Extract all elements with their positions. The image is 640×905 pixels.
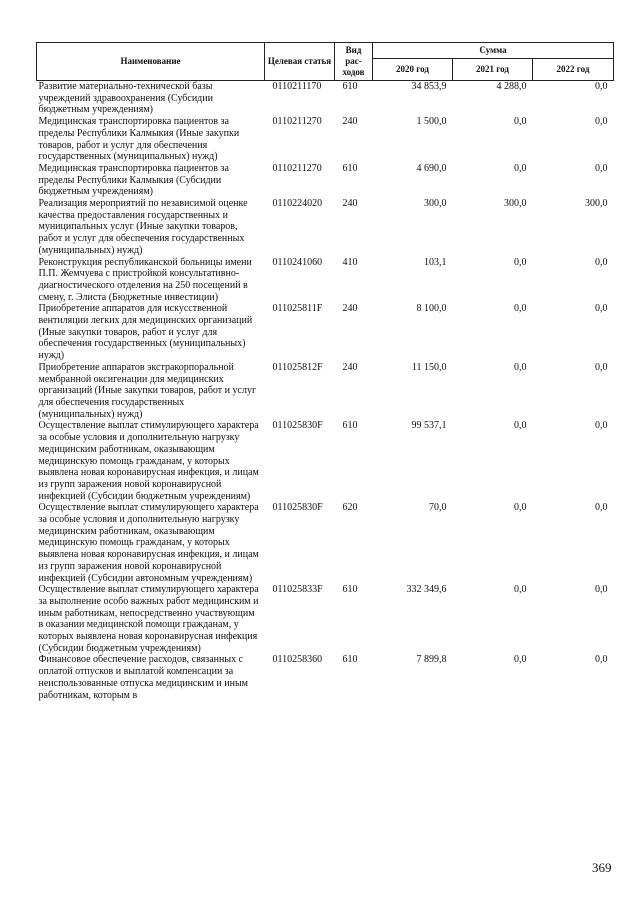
row-article-cell: 011025811F xyxy=(272,303,323,315)
row-name-cell: Приобретение аппаратов экстракорпоральной мембранной оксигенации для медицинских организаций (Иные закупки товаров, работ и услуг для обеспечения государственных (муниципальных) нужд) xyxy=(38,361,257,420)
table-row xyxy=(37,303,614,362)
header-year-2020: 2020 год xyxy=(373,59,453,81)
row-sum-2021-cell: 0,0 xyxy=(514,256,527,268)
row-sum-2022-cell: 0,0 xyxy=(595,81,608,92)
row-sum-2022-cell: 0,0 xyxy=(595,420,608,432)
row-name-cell: Медицинская транспортировка пациентов за пределы Республики Калмыкия (Иные закупки товаров, работ и услуг для обеспечения государственных (муниципальных) нужд) xyxy=(38,116,240,163)
row-sum-2020-cell: 332 349,6 xyxy=(406,584,447,596)
row-name-cell: Осуществление выплат стимулирующего характера за особые условия и дополнительную нагрузку медицинским работникам, оказывающим медицинскую помощь гражданам, у которых выявлена новая коронавирусная инфекция, и лицам из групп заражения новой коронавирусной инфекцией (Субсидии бюджетным учреждениям) xyxy=(38,420,259,502)
row-sum-2020-cell: 300,0 xyxy=(424,198,447,210)
table-row xyxy=(37,502,614,584)
header-expense-type: Вид рас-ходов xyxy=(335,43,373,81)
table-row xyxy=(37,81,614,117)
row-sum-2021-cell: 0,0 xyxy=(514,420,527,432)
row-sum-2022-cell: 0,0 xyxy=(595,584,608,596)
row-article-cell: 0110224020 xyxy=(272,198,323,210)
row-sum-2022-cell: 0,0 xyxy=(595,162,608,174)
row-sum-2020-cell: 8 100,0 xyxy=(416,303,447,315)
table-row xyxy=(37,362,614,421)
row-expense-type-cell: 410 xyxy=(342,256,358,268)
row-sum-2021-cell: 0,0 xyxy=(514,116,527,128)
row-article-cell: 0110211270 xyxy=(272,116,322,128)
row-sum-2022-cell: 0,0 xyxy=(595,654,608,666)
row-sum-2022-cell: 0,0 xyxy=(595,256,608,268)
table-body xyxy=(37,81,614,702)
row-name-cell: Осуществление выплат стимулирующего характера за выполнение особо важных работ медицинским и иным работникам, непосредственно участвующим в оказании медицинской помощи гражданам, у которых выявлена новая коронавирусная инфекция (Субсидии бюджетным учреждениям) xyxy=(38,584,259,654)
header-year-2021: 2021 год xyxy=(453,59,533,81)
row-sum-2020-cell: 7 899,8 xyxy=(416,654,447,666)
table-row xyxy=(37,198,614,257)
row-sum-2021-cell: 0,0 xyxy=(514,654,527,666)
row-name-cell: Медицинская транспортировка пациентов за пределы Республики Калмыкия (Субсидии бюджетным учреждениям) xyxy=(38,162,229,198)
row-sum-2022-cell: 0,0 xyxy=(595,303,608,315)
header-article: Целевая статья xyxy=(265,43,335,81)
row-expense-type-cell: 240 xyxy=(342,303,358,315)
row-sum-2021-cell: 0,0 xyxy=(514,162,527,174)
row-expense-type-cell: 610 xyxy=(342,420,358,432)
header-year-2022: 2022 год xyxy=(533,59,614,81)
page-number: 369 xyxy=(592,860,612,875)
row-article-cell: 011025830F xyxy=(272,420,323,432)
row-sum-2020-cell: 1 500,0 xyxy=(416,116,447,128)
row-article-cell: 011025833F xyxy=(272,584,323,596)
row-name-cell: Осуществление выплат стимулирующего характера за особые условия и дополнительную нагрузку медицинским работникам, оказывающим медицинскую помощь гражданам, у которых выявлена новая коронавирусная инфекция, и лицам из групп заражения новой коронавирусной инфекцией (Субсидии автономным учреждениям) xyxy=(38,502,259,584)
table-row xyxy=(37,163,614,198)
row-name-cell: Реконструкция республиканской больницы имени П.П. Жемчуева с пристройкой консультативно-диагностического отделения на 250 посещений в смену, г. Элиста (Бюджетные инвестиции) xyxy=(38,256,252,303)
row-expense-type-cell: 610 xyxy=(342,584,358,596)
row-sum-2020-cell: 103,1 xyxy=(424,256,447,268)
row-expense-type-cell: 240 xyxy=(342,198,358,210)
row-sum-2022-cell: 0,0 xyxy=(595,502,608,514)
row-expense-type-cell: 610 xyxy=(342,162,358,174)
row-sum-2020-cell: 70,0 xyxy=(429,502,447,514)
row-article-cell: 011025812F xyxy=(272,361,323,373)
row-article-cell: 011025830F xyxy=(272,502,323,514)
row-name-cell: Развитие материально-технической базы учреждений здравоохранения (Субсидии бюджетным учреждениям) xyxy=(38,81,213,116)
row-name-cell: Приобретение аппаратов для искусственной вентиляции легких для медицинских организаций (Иные закупки товаров, работ и услуг для обеспечения государственных (муниципальных) нужд) xyxy=(38,303,253,362)
row-article-cell: 0110258360 xyxy=(272,654,323,666)
row-sum-2021-cell: 300,0 xyxy=(504,198,527,210)
row-expense-type-cell: 610 xyxy=(342,654,358,666)
row-sum-2021-cell: 0,0 xyxy=(514,361,527,373)
row-sum-2020-cell: 11 150,0 xyxy=(411,361,447,373)
row-expense-type-cell: 240 xyxy=(342,116,358,128)
table-row xyxy=(37,654,614,701)
row-expense-type-cell: 240 xyxy=(342,361,358,373)
row-sum-2021-cell: 4 288,0 xyxy=(496,81,527,92)
row-sum-2021-cell: 0,0 xyxy=(514,584,527,596)
row-expense-type-cell: 620 xyxy=(342,502,358,514)
row-expense-type-cell: 610 xyxy=(342,81,358,92)
row-article-cell: 0110241060 xyxy=(272,256,323,268)
row-sum-2022-cell: 0,0 xyxy=(595,116,608,128)
row-name-cell: Финансовое обеспечение расходов, связанных с оплатой отпусков и выплатой компенсации за неиспользованные отпуска медицинским и иным работникам, которым в xyxy=(38,654,249,701)
row-sum-2021-cell: 0,0 xyxy=(514,303,527,315)
table-row xyxy=(37,420,614,502)
row-article-cell: 0110211170 xyxy=(272,81,322,92)
row-sum-2020-cell: 99 537,1 xyxy=(411,420,447,432)
table-row xyxy=(37,116,614,163)
header-sum: Сумма xyxy=(373,43,614,59)
row-sum-2022-cell: 300,0 xyxy=(585,198,608,210)
row-name-cell: Реализация мероприятий по независимой оценке качества предоставления государственных и муниципальных услуг (Иные закупки товаров, работ и услуг для обеспечения государственных (муниципальных) нужд) xyxy=(38,198,248,256)
table-row xyxy=(37,257,614,304)
row-sum-2020-cell: 4 690,0 xyxy=(416,162,447,174)
row-sum-2020-cell: 34 853,9 xyxy=(411,81,447,92)
row-article-cell: 0110211270 xyxy=(272,162,322,174)
header-name: Наименование xyxy=(37,43,265,81)
budget-table xyxy=(36,42,614,701)
table-header xyxy=(37,43,614,81)
table-row xyxy=(37,584,614,654)
row-sum-2021-cell: 0,0 xyxy=(514,502,527,514)
row-sum-2022-cell: 0,0 xyxy=(595,361,608,373)
